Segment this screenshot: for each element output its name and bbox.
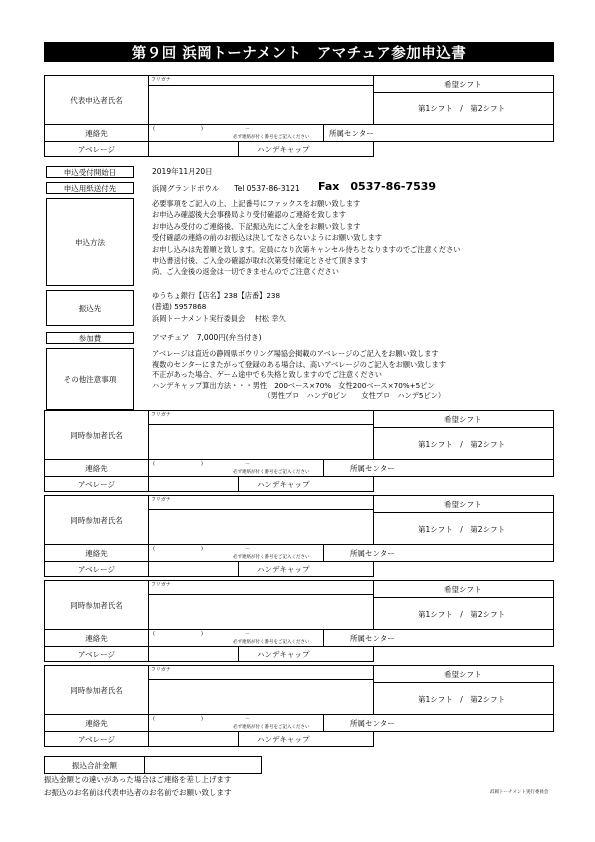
average-label: アベレージ	[77, 564, 116, 574]
area-code-note: 必ず連絡が付く番号をご記入ください	[233, 640, 310, 645]
rep-name-divider	[149, 85, 374, 86]
co-name-field[interactable]	[148, 580, 374, 630]
center-label: 所属センター	[350, 634, 395, 643]
shift-options: 第1シフト / 第2シフト	[418, 104, 506, 113]
participant-block	[44, 665, 554, 747]
average-field[interactable]	[148, 476, 239, 492]
fax-number: Fax 0537-86-7539	[318, 180, 437, 193]
footer-org: 浜岡トーナメント実行委員会	[490, 790, 549, 795]
shift-cell[interactable]	[373, 665, 554, 715]
center-cell[interactable]	[323, 459, 554, 477]
contact-field[interactable]	[148, 629, 324, 647]
method-line: 尚、ご入金後の返金は一切できませんのでご注意ください	[152, 267, 339, 277]
bank-label-cell	[46, 290, 134, 326]
notes-label-cell	[46, 348, 134, 410]
center-cell[interactable]	[323, 629, 554, 647]
area-code-note: 必ず連絡が付く番号をご記入ください	[233, 470, 310, 475]
furigana-label: フリガナ	[151, 412, 171, 418]
dash: －	[245, 546, 251, 552]
center-cell[interactable]	[323, 544, 554, 562]
average-label-cell	[44, 646, 149, 662]
co-name-field[interactable]	[148, 410, 374, 460]
dash: －	[245, 716, 251, 722]
fee-label-cell	[46, 332, 134, 344]
center-cell[interactable]	[323, 124, 554, 142]
contact-field[interactable]	[148, 124, 324, 142]
shift-cell[interactable]	[373, 580, 554, 630]
contact-label: 連絡先	[85, 463, 108, 473]
shift-title: 希望シフト	[444, 80, 482, 89]
area-code-note: 必ず連絡が付く番号をご記入ください	[233, 725, 310, 730]
contact-label-cell	[44, 544, 149, 562]
paren-close: )	[201, 631, 203, 637]
handicap-label: ハンデキャップ	[257, 650, 310, 659]
paren-close: )	[201, 546, 203, 552]
participant-block	[44, 495, 554, 577]
average-label-cell	[44, 731, 149, 747]
handicap-cell[interactable]	[238, 141, 374, 157]
contact-field[interactable]	[148, 459, 324, 477]
fee-label: 参加費	[78, 333, 102, 343]
handicap-label: ハンデキャップ	[257, 565, 310, 574]
dest-value: 浜岡グランドボウル Tel 0537-86-3121	[152, 184, 300, 193]
title-text: 第９回 浜岡トーナメント アマチュア参加申込書	[131, 45, 467, 62]
fee-value: アマチュア 7,000円(弁当付き)	[152, 333, 262, 342]
handicap-label: ハンデキャップ	[257, 145, 310, 154]
center-label: 所属センター	[350, 719, 395, 728]
center-label: 所属センター	[329, 129, 374, 138]
notes-line: 複数のセンターにまたがって登録のある場合は、高いアベレージのご記入をお願い致します	[152, 359, 446, 369]
contact-label: 連絡先	[85, 633, 108, 643]
furigana-label: フリガナ	[151, 497, 171, 503]
method-label-cell	[46, 198, 134, 286]
handicap-cell[interactable]	[238, 646, 374, 662]
paren-open: (	[153, 716, 155, 722]
handicap-cell[interactable]	[238, 561, 374, 577]
rep-name-label-cell	[44, 75, 149, 125]
method-line: お申し込みは先着順と致します。定員になり次第キャンセル待ちとなりますのでご注意ください	[152, 244, 461, 254]
total-amount-field[interactable]	[145, 756, 262, 774]
shift-options: 第1シフト / 第2シフト	[418, 610, 506, 619]
shift-cell[interactable]	[373, 495, 554, 545]
paren-close: )	[201, 461, 203, 467]
average-label: アベレージ	[77, 734, 116, 744]
shift-title: 希望シフト	[444, 500, 482, 509]
contact-label-cell	[44, 714, 149, 732]
contact-field[interactable]	[148, 544, 324, 562]
contact-label-cell	[44, 629, 149, 647]
average-label: アベレージ	[77, 144, 116, 154]
page-title	[44, 42, 554, 62]
paren-open: (	[153, 546, 155, 552]
average-label: アベレージ	[77, 649, 116, 659]
footer-line-2: お振込のお名前は代表申込者のお名前でお願い致します	[44, 788, 232, 797]
handicap-cell[interactable]	[238, 731, 374, 747]
shift-options: 第1シフト / 第2シフト	[418, 695, 506, 704]
dash: －	[245, 461, 251, 467]
shift-title: 希望シフト	[444, 670, 482, 679]
dest-label-cell	[46, 182, 134, 194]
notes-line: （男性プロ ハンデ0ピン 女性プロ ハンデ5ピン）	[152, 391, 446, 401]
shift-title: 希望シフト	[444, 585, 482, 594]
co-name-label-cell	[44, 410, 149, 460]
participant-block	[44, 410, 554, 492]
contact-label-cell	[44, 124, 149, 142]
furigana-label: フリガナ	[151, 582, 171, 588]
shift-title: 希望シフト	[444, 415, 482, 424]
rep-shift-cell[interactable]	[373, 75, 554, 125]
representative-block	[44, 75, 554, 157]
average-field[interactable]	[148, 141, 239, 157]
notes-label: その他注意事項	[63, 374, 117, 384]
total-label: 振込合計金額	[72, 760, 117, 770]
bank-line: ゆうちょ銀行【店名】238【店番】238	[152, 291, 281, 300]
bank-line: 浜岡トーナメント実行委員会 村松 幸久	[152, 313, 286, 323]
notes-line: アベレージは直近の静岡県ボウリング場協会掲載のアベレージのご記入をお願い致します	[152, 349, 439, 358]
average-label-cell	[44, 476, 149, 492]
dash: －	[245, 126, 251, 132]
co-name-field[interactable]	[148, 665, 374, 715]
area-code-note: 必ず連絡が付く番号をご記入ください	[233, 135, 310, 140]
contact-label: 連絡先	[85, 128, 108, 138]
bank-line: (普通) 5957868	[152, 302, 207, 312]
dest-label: 申込用紙送付先	[63, 183, 117, 193]
co-name-label: 同時参加者氏名	[70, 600, 123, 610]
method-line: 申込書送付後、ご入金の確認が取れ次第受付確定とさせて頂きます	[152, 256, 368, 266]
start-date-label-cell	[46, 166, 134, 178]
furigana-label: フリガナ	[151, 77, 171, 83]
paren-open: (	[153, 631, 155, 637]
contact-label-cell	[44, 459, 149, 477]
furigana-label: フリガナ	[151, 667, 171, 673]
handicap-cell[interactable]	[238, 476, 374, 492]
paren-open: (	[153, 461, 155, 467]
rep-name-label: 代表申込者氏名	[70, 95, 123, 105]
contact-label: 連絡先	[85, 548, 108, 558]
handicap-label: ハンデキャップ	[257, 480, 310, 489]
contact-field[interactable]	[148, 714, 324, 732]
method-label: 申込方法	[75, 237, 105, 247]
participant-block	[44, 580, 554, 662]
bank-text	[152, 290, 452, 324]
average-field[interactable]	[148, 731, 239, 747]
shift-cell[interactable]	[373, 410, 554, 460]
average-label-cell	[44, 141, 149, 157]
co-name-label: 同時参加者氏名	[70, 685, 123, 695]
start-date-value: 2019年11月20日	[152, 167, 213, 176]
co-name-label-cell	[44, 580, 149, 630]
method-line: 受付確認の連絡の前のお振込は決してなさらないようにお願い致します	[152, 233, 383, 243]
co-name-label-cell	[44, 495, 149, 545]
method-line: お申込み確認後大会事務局より受付確認のご連絡を致します	[152, 210, 347, 220]
co-name-label: 同時参加者氏名	[70, 515, 123, 525]
shift-options: 第1シフト / 第2シフト	[418, 525, 506, 534]
dash: －	[245, 631, 251, 637]
handicap-label: ハンデキャップ	[257, 735, 310, 744]
co-name-label-cell	[44, 665, 149, 715]
method-line: 必要事項をご記入の上、上記番号にファックスをお願い致します	[152, 199, 361, 208]
notes-line: 不正があった場合、ゲーム途中でも失格と致しますのでご注意ください	[152, 370, 382, 380]
average-label-cell	[44, 561, 149, 577]
contact-label: 連絡先	[85, 718, 108, 728]
average-label: アベレージ	[77, 479, 116, 489]
average-field[interactable]	[148, 561, 239, 577]
center-cell[interactable]	[323, 714, 554, 732]
start-date-label: 申込受付開始日	[63, 167, 117, 177]
center-label: 所属センター	[350, 549, 395, 558]
notes-line: ハンデキャップ算出方法・・・男性 200ベース×70% 女性200ベース×70%+5ピン	[152, 380, 435, 390]
footer-line-1: 振込金額との違いがあった場合はご連絡を差し上げます	[44, 775, 232, 784]
paren-open: (	[153, 126, 155, 132]
area-code-note: 必ず連絡が付く番号をご記入ください	[233, 555, 310, 560]
rep-name-field[interactable]	[148, 75, 374, 125]
average-field[interactable]	[148, 646, 239, 662]
method-line: お申込み受付のご連絡後、下記振込先にご入金をお願い致します	[152, 221, 361, 231]
paren-close: )	[201, 716, 203, 722]
co-name-field[interactable]	[148, 495, 374, 545]
bank-label: 振込先	[78, 303, 102, 313]
co-name-label: 同時参加者氏名	[70, 430, 123, 440]
paren-close: )	[201, 126, 203, 132]
method-text	[152, 198, 552, 278]
center-label: 所属センター	[350, 464, 395, 473]
shift-options: 第1シフト / 第2シフト	[418, 440, 506, 449]
notes-text	[152, 349, 552, 402]
